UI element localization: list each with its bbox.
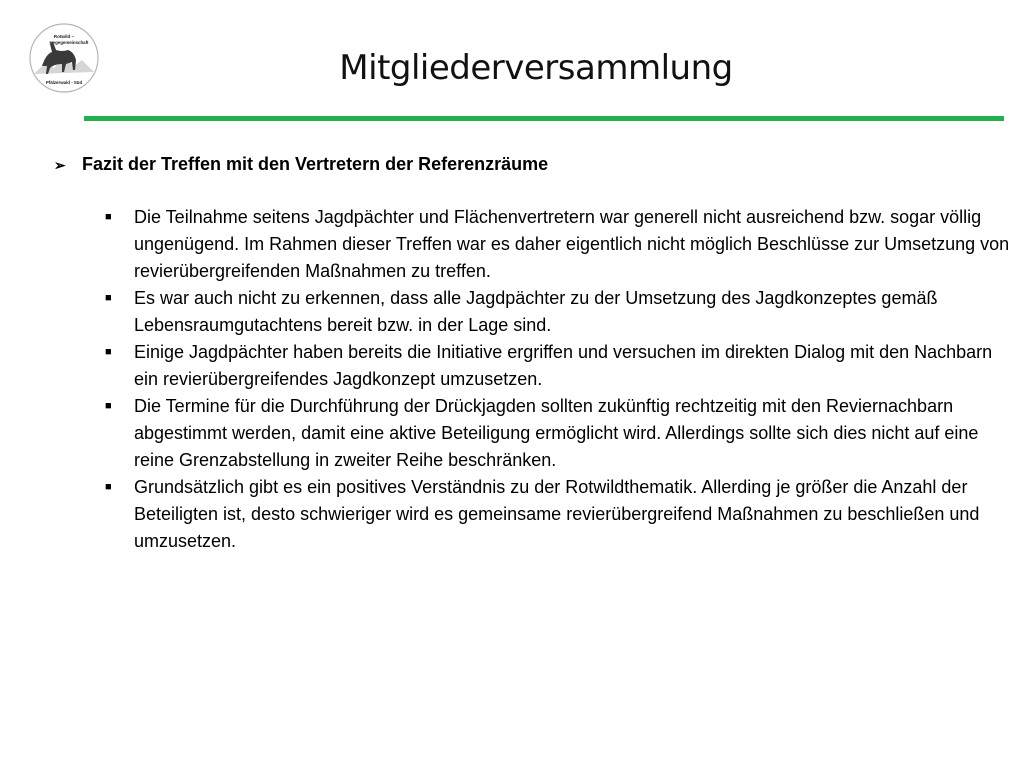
list-item: ■ Einige Jagdpächter haben bereits die Initiative ergriffen und versuchen im direkten Dialog mit den Nachbarn ein revierübergreifendes Jagdkonzept umzusetzen. [105,339,1015,393]
bullet-list [105,204,1015,555]
square-bullet-icon: ■ [105,400,112,412]
slide-title: Mitgliederversammlung [339,48,733,88]
square-bullet-icon: ■ [105,211,112,223]
list-item: ■ Grundsätzlich gibt es ein positives Verständnis zu der Rotwildthematik. Allerding je größer die Anzahl der Beteiligten ist, desto schwieriger wird es gemeinsame revierübergreifend Maßnahmen zu beschließen und umzusetzen. [105,474,1015,555]
square-bullet-icon: ■ [105,292,112,304]
square-bullet-icon: ■ [105,346,112,358]
logo-line-1: Rotwild – [53,34,75,39]
section-heading [54,152,994,177]
logo-line-2: Hegegemeinschaft [49,40,89,45]
list-item: ■ Die Termine für die Durchführung der Drückjagden sollten zukünftig rechtzeitig mit den Reviernachbarn abgestimmt werden, damit eine aktive Beteiligung ermöglicht wird. Allerdings sollte sich dies nicht auf eine reine Grenzabstellung in zweiter Reihe beschränken. [105,393,1015,474]
section-heading-text: Fazit der Treffen mit den Vertretern der Referenzräume [82,154,549,174]
list-item: ■ Die Teilnahme seitens Jagdpächter und Flächenvertretern war generell nicht ausreichend bzw. sogar völlig ungenügend. Im Rahmen dieser Treffen war es daher eigentlich nicht möglich Beschlüsse zur Umsetzung von revierübergreifenden Maßnahmen zu treffen. [105,204,1015,285]
square-bullet-icon: ■ [105,481,112,493]
title-divider [84,116,1004,121]
list-item: ■ Es war auch nicht zu erkennen, dass alle Jagdpächter zu der Umsetzung des Jagdkonzeptes gemäß Lebensraumgutachtens bereit bzw. in der Lage sind. [105,285,1015,339]
logo-line-3: Pfälzerwald - Süd [45,80,83,85]
arrow-bullet-icon: ➢ [54,157,66,173]
